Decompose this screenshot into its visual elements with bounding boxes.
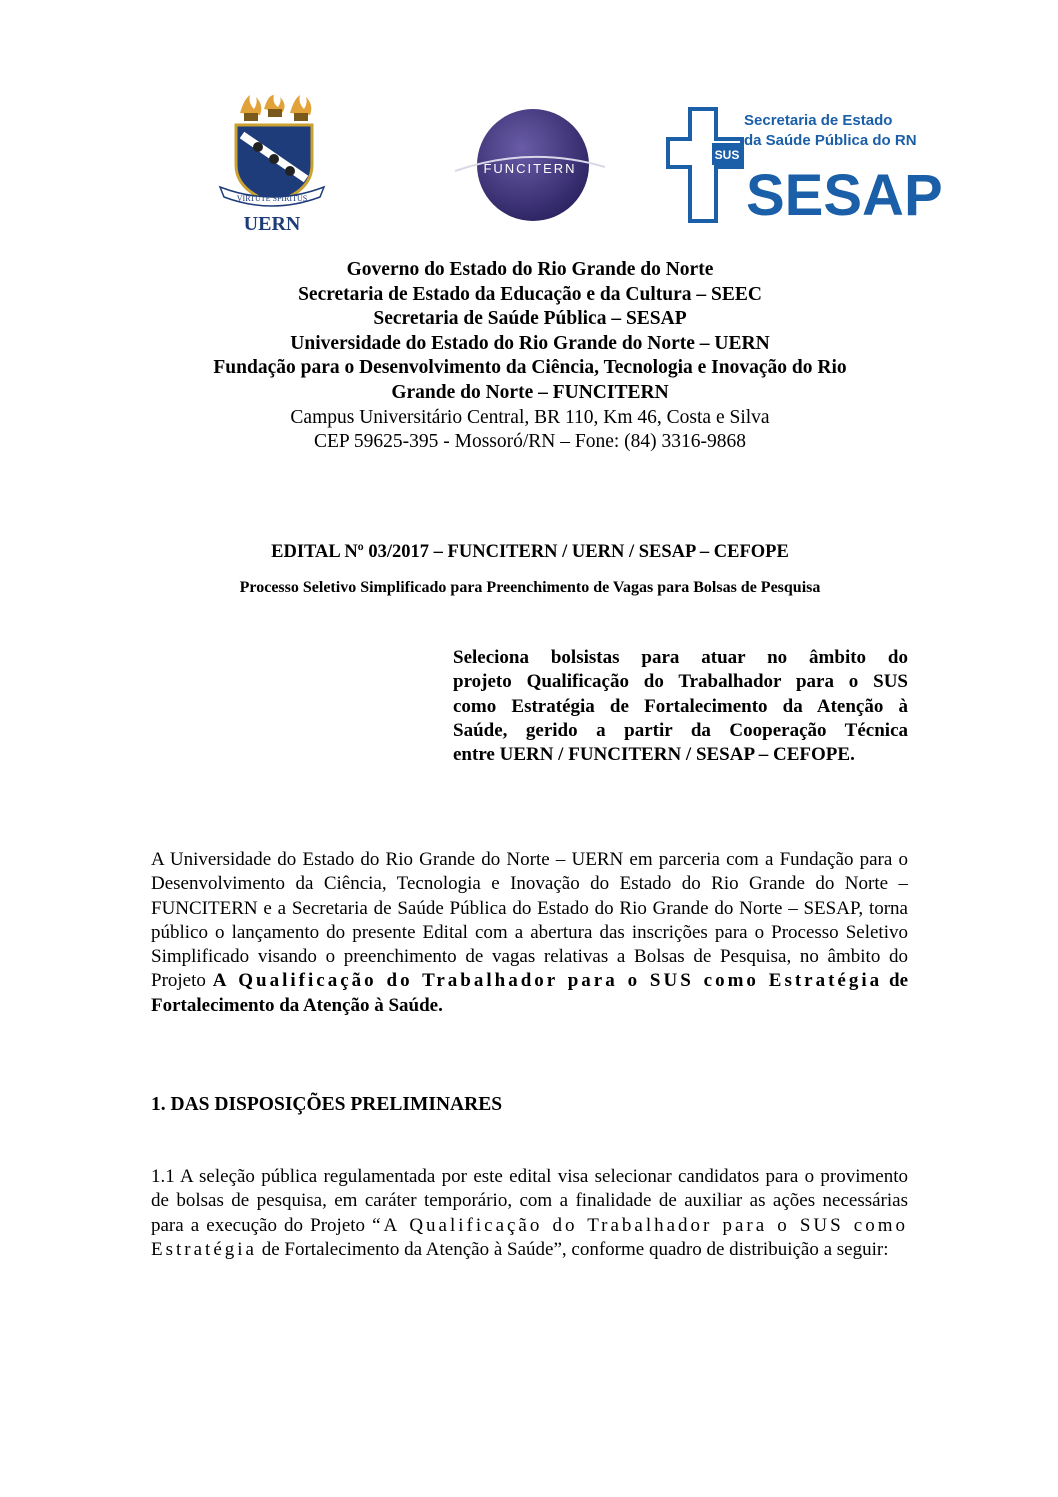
sesap-line2: da Saúde Pública do RN: [744, 132, 917, 149]
ementa-block: [453, 646, 908, 767]
header-line-6: Grande do Norte – FUNCITERN: [391, 381, 669, 403]
header-line-2: Secretaria de Estado da Educação e da Cultura – SEEC: [298, 283, 762, 305]
ementa-line-5: entre UERN / FUNCITERN / SESAP – CEFOPE.: [453, 744, 855, 766]
sesap-big-text: SESAP: [746, 163, 943, 228]
intro-project-end: de Fortalecimento da Atenção à Saúde.: [151, 970, 908, 1016]
sesap-logo: [668, 105, 943, 228]
intro-text: A Universidade do Estado do Rio Grande do Norte – UERN em parceria com a Fundação para o Desenvolvimento da Ciência, Tecnologia e Inovação do Estado do Rio Grande do Norte – FUNCITERN e a Secretaria de Saúde Pública do Estado do Rio Grande do Norte – SESAP, torna público o lançamento do presente Edital com a abertura das inscrições para o Processo Seletivo Simplificado visando o preenchimento de vagas relativas a Bolsas de Pesquisa, no âmbito do Projeto: [151, 849, 908, 992]
header-contact: CEP 59625-395 - Mossoró/RN – Fone: (84) 3316-9868: [313, 431, 747, 453]
institution-header: [120, 258, 940, 455]
intro-paragraph: [151, 848, 908, 1018]
section-title: 1. DAS DISPOSIÇÕES PRELIMINARES: [151, 1094, 503, 1115]
header-line-5: Fundação para o Desenvolvimento da Ciência, Tecnologia e Inovação do Rio: [213, 357, 847, 379]
ementa-line-2: projeto Qualificação do Trabalhador para o SUS: [453, 671, 908, 693]
header-line-4: Universidade do Estado do Rio Grande do Norte – UERN: [290, 332, 770, 354]
sesap-sus-text: SUS: [714, 148, 740, 162]
header-address: Campus Universitário Central, BR 110, Km 46, Costa e Silva: [290, 406, 770, 428]
paragraph-1-1: [151, 1165, 908, 1262]
uern-logo-text: UERN: [243, 213, 301, 235]
logo-bar: [0, 95, 1058, 235]
ementa-line-4: Saúde, gerido a partir da Cooperação Técnica: [453, 719, 908, 741]
funcitern-logo: [455, 105, 605, 225]
p11-project-name: “A Qualificação do Trabalhador para o SUS como Estratégia: [151, 1214, 908, 1260]
edital-subtitle: Processo Seletivo Simplificado para Preenchimento de Vagas para Bolsas de Pesquisa: [239, 579, 821, 596]
header-line-3: Secretaria de Saúde Pública – SESAP: [373, 308, 687, 330]
uern-motto: VIRTUTE SPIRITUS: [236, 194, 308, 203]
p11-end: de Fortalecimento da Atenção à Saúde”, conforme quadro de distribuição a seguir:: [256, 1238, 889, 1260]
intro-project-name: A Qualificação do Trabalhador para o SUS como Estratégia: [212, 970, 883, 992]
ementa-line-3: como Estratégia de Fortalecimento da Atenção à: [453, 695, 908, 717]
sesap-line1: Secretaria de Estado: [744, 112, 893, 129]
p11-text: 1.1 A seleção pública regulamentada por este edital visa selecionar candidatos para o provimento de bolsas de pesquisa, em caráter temporário, com a finalidade de auxiliar as ações necessárias para a execução do Projeto: [151, 1166, 908, 1236]
uern-logo: [212, 95, 332, 235]
funcitern-logo-text: FUNCITERN: [483, 161, 577, 176]
header-line-1: Governo do Estado do Rio Grande do Norte: [346, 259, 714, 280]
edital-title: EDITAL Nº 03/2017 – FUNCITERN / UERN / SESAP – CEFOPE: [271, 542, 789, 562]
ementa-line-1: Seleciona bolsistas para atuar no âmbito do: [453, 647, 908, 668]
